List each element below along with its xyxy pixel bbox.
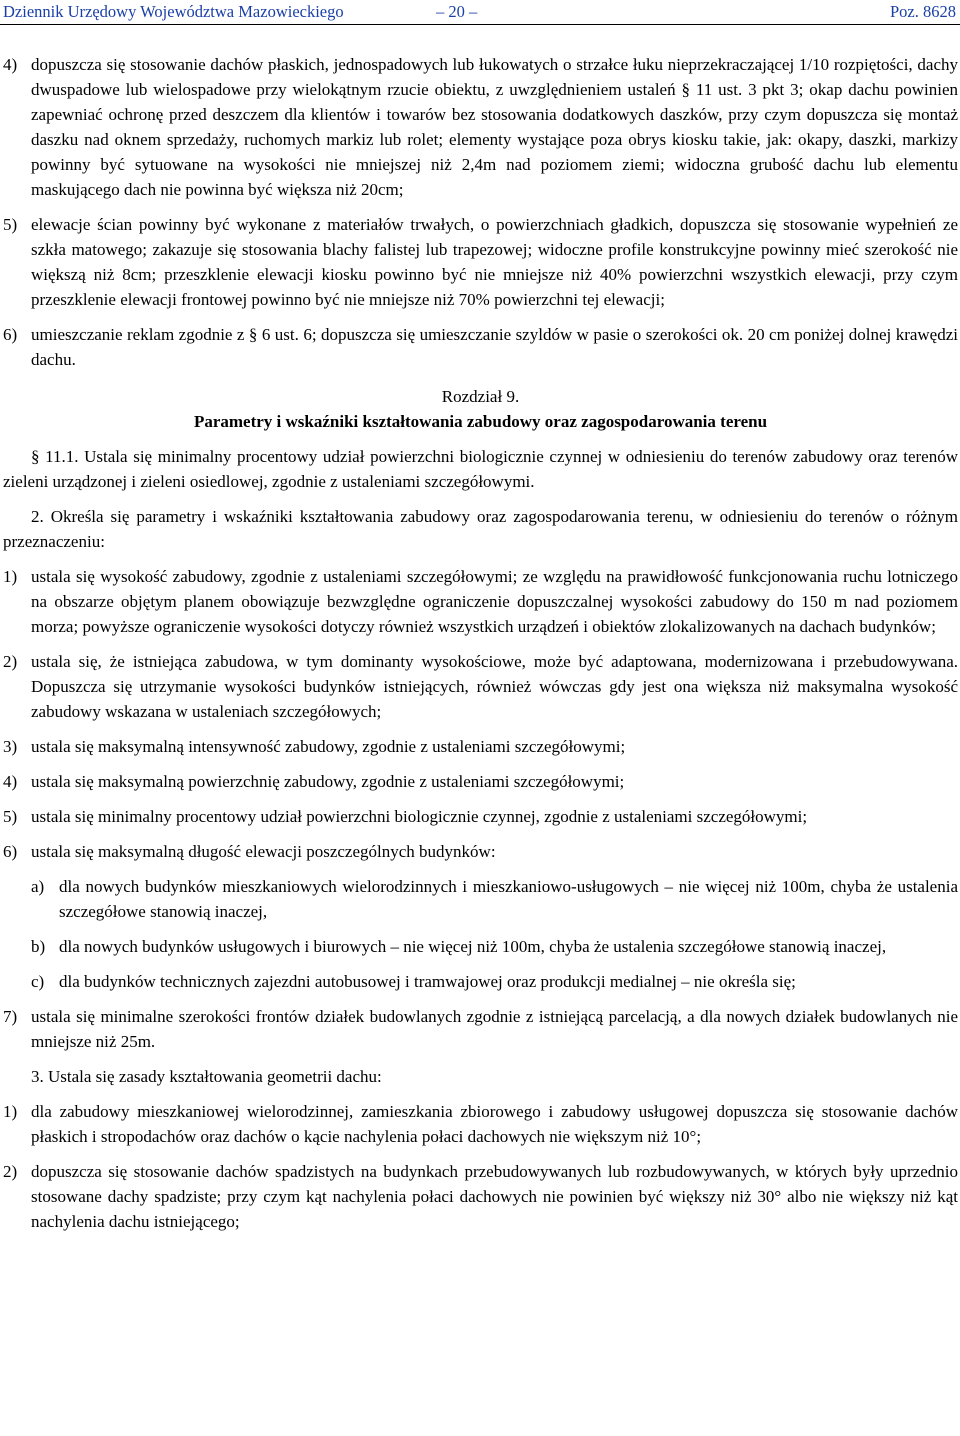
list-item [3,769,958,794]
item-text: dla zabudowy mieszkaniowej wielorodzinnej, zamieszkania zbiorowego i zabudowy usługowej dopuszcza się stosowanie dachów płaskich i stropodachów oraz dachów o kącie nachylenia połaci dachowych nie większym niż 10°; [31,1102,958,1146]
list-item [3,1004,958,1054]
position-number: Poz. 8628 [890,2,956,21]
list-item [3,1099,958,1149]
item-text: elewacje ścian powinny być wykonane z materiałów trwałych, o powierzchniach gładkich, dopuszcza się stosowanie wypełnień ze szkła matowego; zakazuje się stosowania blachy falistej lub trapezowej; widoczne profile konstrukcyjne powinny mieć szerokość nie większą niż 8cm; przeszklenie elewacji kiosku powinno być nie mniejsze niż 40% powierzchni wszystkich elewacji, przy czym przeszklenie elewacji frontowej powinno być nie mniejsze niż 70% powierzchni tej elewacji; [31,215,958,309]
paragraph-11-2: 2. Określa się parametry i wskaźniki kształtowania zabudowy oraz zagospodarowania terenu, w odniesieniu do terenów o różnym przeznaczeniu: [3,507,958,551]
item-number: 1) [3,1102,18,1121]
list-item [3,1159,958,1234]
chapter-title: Parametry i wskaźniki kształtowania zabudowy oraz zagospodarowania terenu [193,412,768,431]
page-number: – 20 – [436,2,478,21]
sub-item-letter: c) [31,972,45,991]
item-text: ustala się minimalne szerokości frontów działek budowlanych zgodnie z istniejącą parcelacją, a dla nowych działek budowlanych nie mniejsze niż 25m. [31,1007,958,1051]
item-number: 6) [3,842,18,861]
paragraph-11-3: 3. Ustala się zasady kształtowania geometrii dachu: [31,1067,382,1086]
item-text: ustala się, że istniejąca zabudowa, w tym dominanty wysokościowe, może być adaptowana, modernizowana i przebudowywana. Dopuszcza się utrzymanie wysokości budynków istniejących, również wówczas gdy jest ona większa niż maksymalna wysokość zabudowy wskazana w ustaleniach szczegółowych; [31,652,958,721]
list-item [3,52,958,202]
item-text: ustala się minimalny procentowy udział powierzchni biologicznie czynnej, zgodnie z ustaleniami szczegółowymi; [31,807,808,826]
item-number: 4) [3,772,18,791]
item-number: 3) [3,737,18,756]
item-text: umieszczanie reklam zgodnie z § 6 ust. 6; dopuszcza się umieszczanie szyldów w pasie o szerokości ok. 20 cm poniżej dolnej krawędzi dachu. [31,325,958,369]
list-item [3,322,958,372]
sub-item-text: dla nowych budynków usługowych i biurowych – nie więcej niż 100m, chyba że ustalenia szczegółowe stanowią inaczej, [59,937,887,956]
item-text: dopuszcza się stosowanie dachów spadzistych na budynkach przebudowywanych lub rozbudowywanych, w których były uprzednio stosowane dachy spadziste; przy czym kąt nachylenia połaci dachowych nie powinien być większy niż 30° albo nie większy niż kąt nachylenia dachu istniejącego; [31,1162,958,1231]
item-text: ustala się maksymalną intensywność zabudowy, zgodnie z ustaleniami szczegółowymi; [31,737,626,756]
page-header [0,0,960,26]
sub-item-letter: b) [31,937,46,956]
item-number: 2) [3,652,18,671]
item-number: 1) [3,567,18,586]
item-number: 4) [3,55,18,74]
list-item [3,839,958,864]
journal-title: Dziennik Urzędowy Województwa Mazowieckiego [3,2,344,21]
list-item [3,212,958,312]
list-item [3,734,958,759]
item-text: ustala się wysokość zabudowy, zgodnie z ustaleniami szczegółowymi; ze względu na prawidłowość funkcjonowania ruchu lotniczego na obszarze objętym planem obowiązuje bezwzględne ograniczenie dopuszczalnej wysokości zabudowy do 150 m nad poziomem morza; powyższe ograniczenie wysokości dotyczy również wszystkich urządzeń i obiektów zlokalizowanych na dachach budynków; [31,567,958,636]
list-item [3,564,958,639]
sub-item-letter: a) [31,877,45,896]
item-text: ustala się maksymalną powierzchnię zabudowy, zgodnie z ustaleniami szczegółowymi; [31,772,625,791]
sub-list-item [31,874,958,924]
item-text: ustala się maksymalną długość elewacji poszczególnych budynków: [31,842,496,861]
header-rule [0,24,960,25]
sub-item-text: dla nowych budynków mieszkaniowych wielorodzinnych i mieszkaniowo-usługowych – nie więcej niż 100m, chyba że ustalenia szczegółowe stanowią inaczej, [59,877,958,921]
item-number: 2) [3,1162,18,1181]
sub-item-text: dla budynków technicznych zajezdni autobusowej i tramwajowej oraz produkcji medialnej – nie określa się; [59,972,796,991]
list-item [3,804,958,829]
item-text: dopuszcza się stosowanie dachów płaskich, jednospadowych lub łukowatych o strzałce łuku nieprzekraczającej 1/10 rozpiętości, dachy dwuspadowe lub wielospadowe przy wielokątnym rzucie obiektu, z uwzględnieniem ustaleń § 11 ust. 3 pkt 3; okap dachu powinien zapewniać ochronę przed deszczem dla klientów i towarów bez stosowania dodatkowych daszków, przy czym dopuszcza się montaż daszku nad oknem sprzedaży, ruchomych markiz lub rolet; elementy wystające poza obrys kiosku takie, jak: okapy, daszki, markizy powinny być sytuowane na wysokości nie mniejszej niż 2,4m nad poziomem ziemi; widoczna grubość dachu lub elementu maskującego dach nie powinna być większa niż 20cm; [31,55,958,199]
chapter-label: Rozdział 9. [441,387,520,406]
sub-list-item [31,969,958,994]
paragraph-11-1: § 11.1. Ustala się minimalny procentowy udział powierzchni biologicznie czynnej w odniesieniu do terenów zabudowy oraz terenów zieleni urządzonej i zieleni osiedlowej, zgodnie z ustaleniami szczegółowymi. [3,447,958,491]
list-item [3,649,958,724]
item-number: 5) [3,807,18,826]
sub-list-item [31,934,958,959]
item-number: 5) [3,215,18,234]
document-body [3,52,958,1234]
item-number: 6) [3,325,18,344]
item-number: 7) [3,1007,18,1026]
